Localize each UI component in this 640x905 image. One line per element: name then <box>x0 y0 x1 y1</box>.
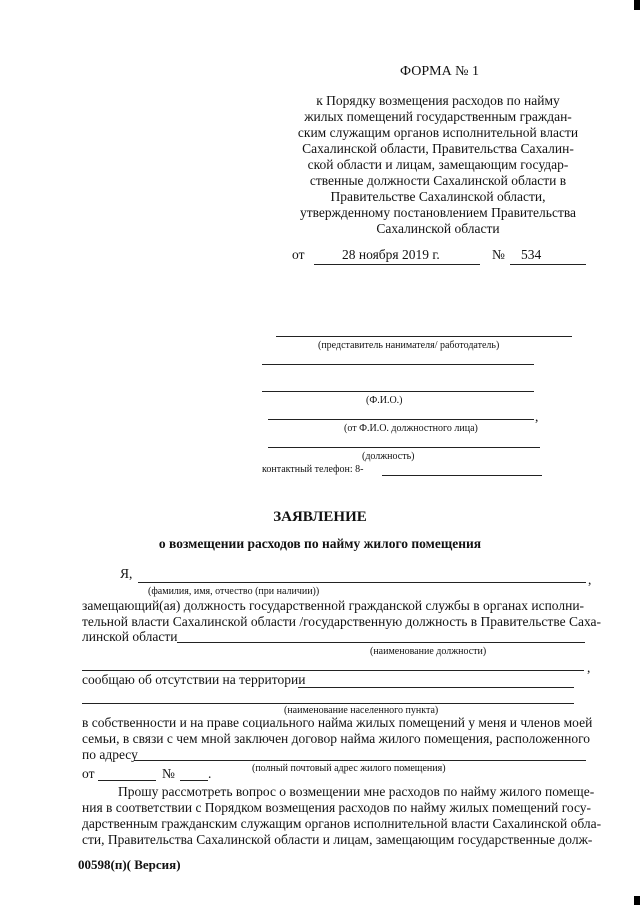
order-number: 534 <box>521 247 542 262</box>
number-label: № <box>492 247 505 262</box>
header-line: утвержденному постановлением Правительства <box>299 205 577 220</box>
address-line[interactable] <box>134 760 586 761</box>
request-line: дарственным гражданским служащим органов исполнительной власти Сахалинской обла- <box>82 816 602 831</box>
fio-line[interactable] <box>262 391 534 392</box>
contract-date-line[interactable] <box>98 780 156 781</box>
contract-number-line[interactable] <box>180 780 208 781</box>
address-caption: (полный почтовый адрес жилого помещения) <box>252 763 446 774</box>
header-line: к Порядку возмещения расходов по найму <box>316 93 560 108</box>
position-name-line-2[interactable] <box>82 670 584 671</box>
request-line: Прошу рассмотреть вопрос о возмещении мне расходов по найму жилого помеще- <box>118 784 595 799</box>
contract-end: . <box>208 766 212 781</box>
order-date: 28 ноября 2019 г. <box>342 247 440 262</box>
from-fio-line[interactable] <box>268 419 534 420</box>
body-line: по адресу <box>82 747 138 762</box>
settlement-line-2[interactable] <box>82 703 574 704</box>
form-title: ФОРМА № 1 <box>400 64 480 79</box>
position-caption: (должность) <box>362 451 415 462</box>
representative-line-2[interactable] <box>262 364 534 365</box>
phone-line[interactable] <box>382 475 542 476</box>
body-line: семьи, в связи с чем мной заключен договор найма жилого помещения, расположенного <box>82 731 591 746</box>
body-line: в собственности и на праве социального найма жилых помещений у меня и членов моей <box>82 715 593 730</box>
settlement-caption: (наименование населенного пункта) <box>284 705 439 716</box>
fullname-line[interactable] <box>138 582 586 583</box>
representative-caption: (представитель нанимателя/ работодатель) <box>318 340 500 351</box>
header-line: Сахалинской области <box>376 221 500 236</box>
date-from-label: от <box>292 247 305 262</box>
body-line: линской области <box>82 629 178 644</box>
position-name-comma: , <box>587 660 591 675</box>
body-line: тельной власти Сахалинской области /государственную должность в Правительстве Саха- <box>82 614 602 629</box>
footer-code: 00598(п)( Версия) <box>78 857 181 872</box>
header-line: ской области и лицам, замещающим государ- <box>307 157 569 172</box>
request-line: сти, Правительства Сахалинской области и лицам, замещающим государственные долж- <box>82 832 593 847</box>
header-line: ским служащим органов исполнительной власти <box>297 125 579 140</box>
header-line: ственные должности Сахалинской области в <box>309 173 567 188</box>
scan-edge-mark-bottom <box>634 896 640 905</box>
settlement-line[interactable] <box>298 687 574 688</box>
position-line[interactable] <box>268 447 540 448</box>
statement-title: ЗАЯВЛЕНИЕ <box>273 509 367 525</box>
absence-text: сообщаю об отсутствии на территории <box>82 672 306 687</box>
fio-caption: (Ф.И.О.) <box>366 395 403 406</box>
phone-label: контактный телефон: 8- <box>262 464 364 475</box>
form-header-block <box>278 93 598 237</box>
header-line: Правительстве Сахалинской области, <box>330 189 546 204</box>
from-fio-comma: , <box>535 409 539 424</box>
fullname-comma: , <box>588 572 592 587</box>
statement-subtitle: о возмещении расходов по найму жилого помещения <box>158 536 482 551</box>
contract-from-label: от <box>82 766 95 781</box>
request-line: ния в соответствии с Порядком возмещения расходов по найму жилых помещений госу- <box>82 800 592 815</box>
scan-edge-mark-top <box>634 0 640 10</box>
date-underline <box>314 264 480 265</box>
header-line: Сахалинской области, Правительства Сахалин- <box>302 141 574 156</box>
from-fio-caption: (от Ф.И.О. должностного лица) <box>344 423 478 434</box>
contract-no-label: № <box>162 766 175 781</box>
position-name-line[interactable] <box>177 642 585 643</box>
number-underline <box>510 264 586 265</box>
fullname-caption: (фамилия, имя, отчество (при наличии)) <box>148 586 320 597</box>
i-label: Я, <box>120 566 133 581</box>
representative-line[interactable] <box>276 336 572 337</box>
body-line: замещающий(ая) должность государственной гражданской службы в органах исполни- <box>82 598 585 613</box>
header-line: жилых помещений государственным граждан- <box>304 109 572 124</box>
position-name-caption: (наименование должности) <box>370 646 487 657</box>
